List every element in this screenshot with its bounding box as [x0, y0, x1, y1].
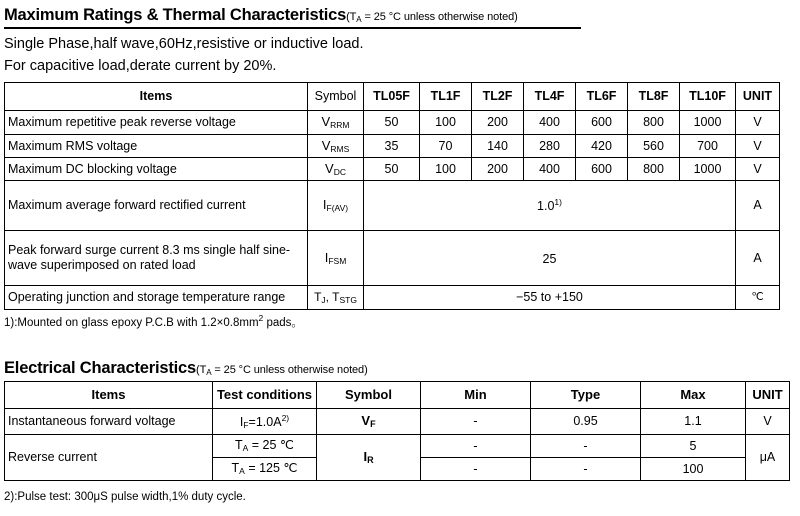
footnote-number: 2): [4, 491, 15, 503]
max-ratings-footnote: [4, 313, 303, 330]
cond-rest: = 25 ℃: [248, 438, 294, 453]
max-ratings-heading: [4, 6, 518, 25]
row-test-condition: [213, 458, 317, 481]
row-item-label: Maximum repetitive peak reverse voltage: [5, 111, 308, 135]
row-min: -: [421, 458, 531, 481]
cond-superscript: 2): [281, 412, 290, 423]
symbol-base-2: T: [332, 289, 340, 304]
symbol-sub: RRM: [330, 120, 350, 131]
row-type: 0.95: [531, 409, 641, 435]
row-unit: A: [736, 231, 780, 286]
table-row: [5, 158, 780, 181]
cond-sub: A: [206, 368, 212, 377]
col-header-tl10f: TL10F: [680, 83, 736, 111]
row-value: 560: [628, 135, 680, 158]
cond-post: = 25 °C unless otherwise noted): [211, 364, 368, 376]
col-header-symbol: Symbol: [308, 83, 364, 111]
row-test-condition: [213, 435, 317, 458]
row-unit: V: [736, 135, 780, 158]
max-ratings-note-2: [4, 58, 276, 74]
table-row: [5, 111, 780, 135]
footnote-superscript: 2: [258, 313, 264, 323]
symbol-base: V: [325, 160, 334, 176]
symbol-sub: F(AV): [326, 203, 349, 214]
row-max: 100: [641, 458, 746, 481]
row-unit: V: [736, 111, 780, 135]
col-header-type: Type: [531, 382, 641, 409]
row-type: -: [531, 458, 641, 481]
row-value: 1000: [680, 111, 736, 135]
row-max: 1.1: [641, 409, 746, 435]
table-row: [5, 435, 790, 458]
row-min: -: [421, 435, 531, 458]
row-item-label: Maximum DC blocking voltage: [5, 158, 308, 181]
row-value: 280: [524, 135, 576, 158]
row-item-label: Maximum average forward rectified current: [5, 181, 308, 231]
electrical-header-row: [5, 382, 790, 409]
table-row: [5, 231, 780, 286]
cond-pre: (T: [346, 11, 357, 23]
row-unit: V: [746, 409, 790, 435]
max-ratings-note-1: [4, 36, 363, 52]
cond-post: = 25 °C unless otherwise noted): [361, 11, 518, 23]
col-header-tl2f: TL2F: [472, 83, 524, 111]
row-value: 700: [680, 135, 736, 158]
row-symbol: [317, 435, 421, 481]
cond-rest: =1.0A: [248, 415, 282, 430]
merged-value-text: 25: [542, 251, 557, 266]
row-value: 50: [364, 111, 420, 135]
col-header-max: Max: [641, 382, 746, 409]
symbol-sub: RMS: [330, 143, 350, 154]
row-merged-value: [364, 231, 736, 286]
max-ratings-table: [4, 82, 780, 310]
row-symbol: [308, 111, 364, 135]
row-value: 140: [472, 135, 524, 158]
footnote-text: :Pulse test: 300μS pulse width,1% duty cycle.: [14, 491, 246, 503]
row-symbol: [308, 181, 364, 231]
row-type: -: [531, 435, 641, 458]
cond-rest: = 125 ℃: [244, 461, 298, 476]
col-header-unit: UNIT: [746, 382, 790, 409]
electrical-footnote: [4, 491, 246, 503]
col-header-items: Items: [5, 382, 213, 409]
col-header-tl4f: TL4F: [524, 83, 576, 111]
symbol-sub-2: STG: [339, 294, 357, 305]
row-merged-value: −55 to +150: [364, 286, 736, 310]
row-value: 100: [420, 111, 472, 135]
row-value: 800: [628, 111, 680, 135]
footnote-text-b: pads。: [263, 316, 303, 329]
row-max: 5: [641, 435, 746, 458]
row-value: 1000: [680, 158, 736, 181]
merged-value-text: 1.0: [537, 199, 555, 214]
col-header-tl6f: TL6F: [576, 83, 628, 111]
symbol-sub: J: [321, 294, 326, 305]
col-header-tl05f: TL05F: [364, 83, 420, 111]
symbol-base: T: [314, 289, 322, 304]
row-unit: ℃: [736, 286, 780, 310]
row-item-label: Instantaneous forward voltage: [5, 409, 213, 435]
cond-base: T: [231, 461, 240, 476]
symbol-sub: F: [370, 419, 376, 430]
max-ratings-title: Maximum Ratings & Thermal Characteristics: [4, 6, 347, 24]
footnote-text-a: :Mounted on glass epoxy P.C.B with 1.2×0.8mm: [14, 316, 259, 329]
symbol-sub: DC: [333, 166, 346, 177]
row-merged-value: [364, 181, 736, 231]
row-unit: V: [736, 158, 780, 181]
row-value: 600: [576, 158, 628, 181]
cond-sub: A: [356, 15, 362, 24]
table-row: [5, 286, 780, 310]
row-unit: A: [736, 181, 780, 231]
cond-sub: A: [239, 466, 245, 477]
row-value: 800: [628, 158, 680, 181]
col-header-test-conditions: Test conditions: [213, 382, 317, 409]
row-value: 400: [524, 158, 576, 181]
max-ratings-header-row: [5, 83, 780, 111]
row-symbol: [317, 409, 421, 435]
row-unit: μA: [746, 435, 790, 481]
symbol-base: V: [321, 114, 331, 130]
col-header-tl1f: TL1F: [420, 83, 472, 111]
cond-base: T: [235, 438, 243, 453]
row-value: 70: [420, 135, 472, 158]
row-value: 600: [576, 111, 628, 135]
cond-sub: A: [242, 443, 249, 454]
symbol-base: I: [322, 197, 327, 213]
row-symbol: [308, 158, 364, 181]
row-value: 200: [472, 111, 524, 135]
row-symbol: [308, 231, 364, 286]
symbol-base: V: [321, 137, 331, 153]
row-value: 100: [420, 158, 472, 181]
electrical-condition: [196, 364, 368, 376]
row-value: 200: [472, 158, 524, 181]
row-min: -: [421, 409, 531, 435]
table-row: [5, 409, 790, 435]
max-ratings-condition: [346, 11, 518, 23]
cond-pre: (T: [196, 364, 207, 376]
row-item-label: Operating junction and storage temperature range: [5, 286, 308, 310]
row-item-label: Peak forward surge current 8.3 ms single half sine-wave superimposed on rated load: [5, 231, 308, 286]
row-item-label: Maximum RMS voltage: [5, 135, 308, 158]
col-header-items: Items: [5, 83, 308, 111]
row-test-condition: [213, 409, 317, 435]
symbol-base: I: [363, 449, 368, 465]
row-value: 35: [364, 135, 420, 158]
col-header-min: Min: [421, 382, 531, 409]
col-header-unit: UNIT: [736, 83, 780, 111]
note-line-1-text: Single Phase,half wave,60Hz,resistive or inductive load.: [4, 36, 364, 52]
note-line-2-text: For capacitive load,derate current by 20%.: [4, 58, 277, 74]
symbol-base: I: [324, 249, 329, 265]
electrical-title: Electrical Characteristics: [4, 359, 196, 377]
electrical-heading: [4, 359, 368, 378]
row-value: 420: [576, 135, 628, 158]
symbol-sub: R: [367, 455, 374, 466]
table-row: [5, 181, 780, 231]
col-header-symbol: Symbol: [317, 382, 421, 409]
row-symbol: $T_J$, $T_{STG}$: [308, 286, 364, 310]
col-header-tl8f: TL8F: [628, 83, 680, 111]
row-value: 50: [364, 158, 420, 181]
table-row: [5, 135, 780, 158]
cond-base: I: [239, 415, 244, 430]
merged-value-footnote: 1): [554, 197, 562, 208]
electrical-characteristics-table: [4, 381, 790, 481]
max-ratings-heading-rule: [4, 27, 581, 29]
cond-sub: F: [243, 420, 249, 431]
symbol-base: V: [361, 413, 371, 429]
symbol-sub: FSM: [328, 255, 347, 266]
footnote-number: 1): [4, 316, 15, 329]
row-item-label: Reverse current: [5, 435, 213, 481]
row-symbol: [308, 135, 364, 158]
row-value: 400: [524, 111, 576, 135]
